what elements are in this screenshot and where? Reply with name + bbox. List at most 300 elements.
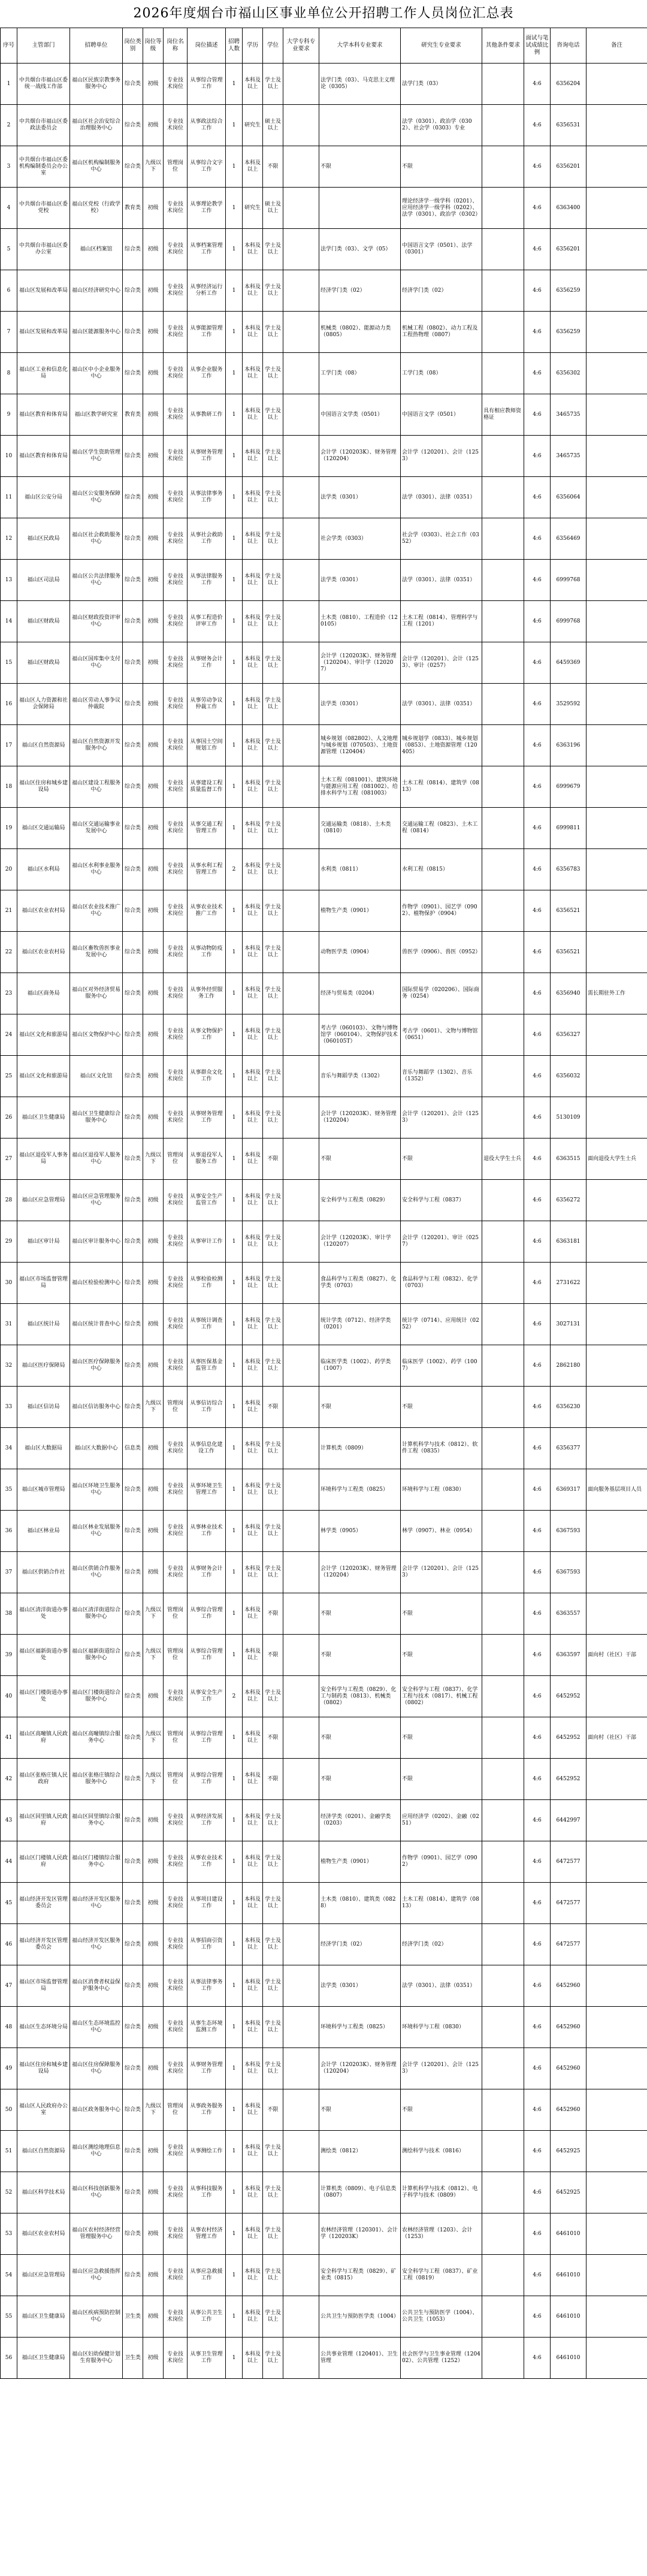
cell-col-description: 从事社会救助工作 xyxy=(188,518,226,560)
cell-col-college-major xyxy=(283,436,319,477)
cell-col-score-ratio: 4:6 xyxy=(524,394,551,436)
cell-col-score-ratio: 4:6 xyxy=(524,1883,551,1924)
cell-col-position: 专业技术岗位 xyxy=(164,1883,188,1924)
cell-col-bachelor-major: 临床医学类（1002）、药学类（1007） xyxy=(319,1345,401,1387)
cell-col-description: 从事政法综合工作 xyxy=(188,105,226,146)
cell-col-bachelor-major: 法学类（0301） xyxy=(319,1965,401,2007)
cell-col-bachelor-major: 考古学（060103）、文物与博物馆学（060104）、文物保护技术（060105T） xyxy=(319,1014,401,1056)
cell-col-remarks xyxy=(586,560,647,601)
cell-col-college-major xyxy=(283,766,319,808)
cell-col-degree: 学士及以上 xyxy=(263,890,283,932)
cell-col-remarks xyxy=(586,394,647,436)
cell-col-position: 专业技术岗位 xyxy=(164,1924,188,1965)
cell-col-description: 从事环境卫生管理工作 xyxy=(188,1469,226,1511)
cell-col-education: 研究生 xyxy=(243,188,263,229)
cell-col-remarks: 面向村（社区）干部 xyxy=(586,1717,647,1759)
cell-col-description: 从事综合管理工作 xyxy=(188,1717,226,1759)
cell-col-category: 综合类 xyxy=(123,1593,143,1635)
cell-col-score-ratio: 4:6 xyxy=(524,1014,551,1056)
cell-col-count: 1 xyxy=(226,312,243,353)
cell-col-department: 福山区工业和信息化局 xyxy=(17,353,70,394)
cell-col-department: 福山区回里镇人民政府 xyxy=(17,1800,70,1841)
cell-col-graduate-major: 会计学（120201）、会计（1253） xyxy=(401,1097,482,1138)
cell-col-graduate-major: 环境科学与工程（0830） xyxy=(401,2007,482,2048)
cell-col-remarks xyxy=(586,1387,647,1428)
cell-col-score-ratio: 4:6 xyxy=(524,1676,551,1717)
table-row xyxy=(1,2089,647,2131)
cell-col-degree: 学士及以上 xyxy=(263,1883,283,1924)
cell-col-other-requirements xyxy=(482,1304,524,1345)
cell-col-other-requirements xyxy=(482,1014,524,1056)
cell-col-score-ratio: 4:6 xyxy=(524,229,551,270)
table-row xyxy=(1,146,647,188)
cell-col-department: 福山区民政局 xyxy=(17,518,70,560)
cell-col-description: 从事理论教学工作 xyxy=(188,188,226,229)
cell-col-department: 福山区教育和体育局 xyxy=(17,436,70,477)
table-row xyxy=(1,270,647,312)
cell-col-bachelor-major: 统计学类（0712）、经济学类（0201） xyxy=(319,1304,401,1345)
cell-col-other-requirements xyxy=(482,1469,524,1511)
cell-col-education: 本科及以上 xyxy=(243,932,263,973)
cell-col-bachelor-major: 法学类（0301） xyxy=(319,560,401,601)
cell-col-remarks xyxy=(586,1511,647,1552)
cell-col-unit: 福山区检验检测中心 xyxy=(70,1263,123,1304)
cell-col-category: 综合类 xyxy=(123,1511,143,1552)
cell-col-department: 中共烟台市福山区委政法委员会 xyxy=(17,105,70,146)
cell-col-position: 专业技术岗位 xyxy=(164,766,188,808)
cell-col-graduate-major: 法学（0301）、政治学（0302）、社会学（0303）专业 xyxy=(401,105,482,146)
cell-col-degree: 学士及以上 xyxy=(263,601,283,642)
cell-col-score-ratio: 4:6 xyxy=(524,105,551,146)
cell-col-score-ratio: 4:6 xyxy=(524,1469,551,1511)
cell-col-education: 本科及以上 xyxy=(243,1014,263,1056)
cell-col-degree: 不限 xyxy=(263,1387,283,1428)
cell-col-index: 9 xyxy=(1,394,17,436)
cell-col-count: 1 xyxy=(226,1593,243,1635)
cell-col-phone: 6367593 xyxy=(551,1552,586,1593)
cell-col-other-requirements xyxy=(482,1800,524,1841)
cell-col-department: 福山区农业农村局 xyxy=(17,2213,70,2255)
cell-col-remarks xyxy=(586,105,647,146)
cell-col-department: 福山区自然资源局 xyxy=(17,725,70,766)
cell-col-graduate-major: 不限 xyxy=(401,1593,482,1635)
cell-col-degree: 学士及以上 xyxy=(263,1552,283,1593)
table-row xyxy=(1,1428,647,1469)
cell-col-remarks xyxy=(586,684,647,725)
cell-col-score-ratio: 4:6 xyxy=(524,64,551,105)
cell-col-department: 福山区高疃镇人民政府 xyxy=(17,1717,70,1759)
cell-col-index: 4 xyxy=(1,188,17,229)
cell-col-other-requirements xyxy=(482,2338,524,2379)
cell-col-description: 从事信息化建设工作 xyxy=(188,1428,226,1469)
cell-col-count: 1 xyxy=(226,229,243,270)
cell-col-degree: 不限 xyxy=(263,1759,283,1800)
cell-col-unit: 福山区农村经济经营管理服务中心 xyxy=(70,2213,123,2255)
cell-col-score-ratio: 4:6 xyxy=(524,270,551,312)
cell-col-college-major xyxy=(283,1593,319,1635)
cell-col-bachelor-major: 环境科学与工程类（0825） xyxy=(319,2007,401,2048)
cell-col-unit: 福山区经济研究中心 xyxy=(70,270,123,312)
cell-col-score-ratio: 4:6 xyxy=(524,1387,551,1428)
cell-col-count: 1 xyxy=(226,1014,243,1056)
cell-col-index: 2 xyxy=(1,105,17,146)
cell-col-phone: 5130109 xyxy=(551,1097,586,1138)
cell-col-other-requirements xyxy=(482,973,524,1014)
cell-col-education: 本科及以上 xyxy=(243,1759,263,1800)
table-row xyxy=(1,1221,647,1263)
cell-col-position: 专业技术岗位 xyxy=(164,642,188,684)
cell-col-count: 1 xyxy=(226,1883,243,1924)
cell-col-degree: 不限 xyxy=(263,146,283,188)
cell-col-bachelor-major: 不限 xyxy=(319,1759,401,1800)
cell-col-unit: 福山区公安服务保障中心 xyxy=(70,477,123,518)
header-col-other-requirements: 其他条件要求 xyxy=(482,28,524,64)
cell-col-position: 专业技术岗位 xyxy=(164,1800,188,1841)
cell-col-phone: 6363196 xyxy=(551,725,586,766)
cell-col-graduate-major: 应用经济学（0202）、金融（0251） xyxy=(401,1800,482,1841)
cell-col-other-requirements: 具有相应教师资格证 xyxy=(482,394,524,436)
cell-col-description: 从事综合管理工作 xyxy=(188,1593,226,1635)
cell-col-count: 1 xyxy=(226,2296,243,2338)
cell-col-education: 本科及以上 xyxy=(243,2338,263,2379)
cell-col-remarks xyxy=(586,312,647,353)
cell-col-score-ratio: 4:6 xyxy=(524,2213,551,2255)
cell-col-phone: 6356259 xyxy=(551,270,586,312)
cell-col-phone: 6461010 xyxy=(551,2338,586,2379)
cell-col-unit: 福山区教学研究室 xyxy=(70,394,123,436)
cell-col-education: 本科及以上 xyxy=(243,229,263,270)
cell-col-other-requirements: 退役大学生士兵 xyxy=(482,1138,524,1180)
cell-col-description: 从事工程造价评审工作 xyxy=(188,601,226,642)
cell-col-position: 专业技术岗位 xyxy=(164,436,188,477)
cell-col-count: 1 xyxy=(226,146,243,188)
cell-col-education: 本科及以上 xyxy=(243,270,263,312)
cell-col-description: 从事文物保护工作 xyxy=(188,1014,226,1056)
cell-col-graduate-major: 会计学（120201）、审计（0257） xyxy=(401,1221,482,1263)
cell-col-department: 福山区科学技术局 xyxy=(17,2172,70,2213)
cell-col-count: 1 xyxy=(226,2131,243,2172)
cell-col-unit: 福山区水利事业服务中心 xyxy=(70,849,123,890)
table-row xyxy=(1,684,647,725)
cell-col-unit: 福山区清洋街道综合服务中心 xyxy=(70,1593,123,1635)
cell-col-department: 福山区自然资源局 xyxy=(17,2131,70,2172)
cell-col-department: 福山区应急管理局 xyxy=(17,2255,70,2296)
cell-col-education: 本科及以上 xyxy=(243,1304,263,1345)
cell-col-education: 本科及以上 xyxy=(243,477,263,518)
cell-col-graduate-major: 食品科学与工程（0832）、化学（0703） xyxy=(401,1263,482,1304)
cell-col-college-major xyxy=(283,477,319,518)
cell-col-education: 本科及以上 xyxy=(243,2007,263,2048)
cell-col-education: 本科及以上 xyxy=(243,1387,263,1428)
table-row xyxy=(1,1387,647,1428)
cell-col-remarks: 需长期驻外工作 xyxy=(586,973,647,1014)
table-row xyxy=(1,2131,647,2172)
cell-col-description: 从事检验检测工作 xyxy=(188,1263,226,1304)
cell-col-phone: 6356259 xyxy=(551,312,586,353)
cell-col-description: 从事建设工程质量监督工作 xyxy=(188,766,226,808)
cell-col-degree: 学士及以上 xyxy=(263,1965,283,2007)
cell-col-category: 综合类 xyxy=(123,477,143,518)
cell-col-level: 初级 xyxy=(143,601,164,642)
cell-col-phone: 6472577 xyxy=(551,1924,586,1965)
table-row xyxy=(1,1345,647,1387)
cell-col-remarks xyxy=(586,2131,647,2172)
cell-col-remarks xyxy=(586,436,647,477)
cell-col-unit: 福山区信访服务中心 xyxy=(70,1387,123,1428)
cell-col-level: 初级 xyxy=(143,2048,164,2089)
cell-col-category: 综合类 xyxy=(123,1717,143,1759)
table-row xyxy=(1,353,647,394)
cell-col-department: 福山区福新街道办事处 xyxy=(17,1635,70,1676)
cell-col-education: 本科及以上 xyxy=(243,1221,263,1263)
cell-col-category: 卫生类 xyxy=(123,2296,143,2338)
cell-col-count: 1 xyxy=(226,1263,243,1304)
cell-col-position: 专业技术岗位 xyxy=(164,849,188,890)
cell-col-graduate-major: 作物学（0901）、园艺学（0902）、植物保护（0904） xyxy=(401,890,482,932)
cell-col-education: 本科及以上 xyxy=(243,64,263,105)
cell-col-position: 专业技术岗位 xyxy=(164,973,188,1014)
cell-col-score-ratio: 4:6 xyxy=(524,1965,551,2007)
table-row xyxy=(1,1841,647,1883)
cell-col-other-requirements xyxy=(482,684,524,725)
cell-col-college-major xyxy=(283,808,319,849)
cell-col-department: 福山区卫生健康局 xyxy=(17,2296,70,2338)
cell-col-unit: 福山区对外经济贸易服务中心 xyxy=(70,973,123,1014)
cell-col-degree: 学士及以上 xyxy=(263,270,283,312)
cell-col-score-ratio: 4:6 xyxy=(524,2131,551,2172)
cell-col-category: 综合类 xyxy=(123,2213,143,2255)
cell-col-college-major xyxy=(283,188,319,229)
cell-col-phone: 6363400 xyxy=(551,188,586,229)
cell-col-remarks xyxy=(586,766,647,808)
cell-col-college-major xyxy=(283,725,319,766)
cell-col-unit: 福山区民族宗教事务服务中心 xyxy=(70,64,123,105)
cell-col-phone: 6472577 xyxy=(551,1841,586,1883)
cell-col-graduate-major: 考古学（0601）、文物与博物馆（0651） xyxy=(401,1014,482,1056)
cell-col-bachelor-major: 不限 xyxy=(319,1717,401,1759)
cell-col-remarks xyxy=(586,1841,647,1883)
cell-col-index: 38 xyxy=(1,1593,17,1635)
cell-col-degree: 学士及以上 xyxy=(263,560,283,601)
cell-col-count: 1 xyxy=(226,2007,243,2048)
cell-col-phone: 6369317 xyxy=(551,1469,586,1511)
cell-col-degree: 学士及以上 xyxy=(263,1800,283,1841)
cell-col-description: 从事安全生产监管工作 xyxy=(188,1180,226,1221)
cell-col-count: 1 xyxy=(226,725,243,766)
cell-col-level: 初级 xyxy=(143,642,164,684)
cell-col-remarks xyxy=(586,1759,647,1800)
cell-col-other-requirements xyxy=(482,1511,524,1552)
cell-col-description: 从事农业技术工作 xyxy=(188,1841,226,1883)
table-row xyxy=(1,1469,647,1511)
cell-col-graduate-major: 经济学门类（02） xyxy=(401,270,482,312)
table-row xyxy=(1,849,647,890)
cell-col-score-ratio: 4:6 xyxy=(524,601,551,642)
cell-col-index: 32 xyxy=(1,1345,17,1387)
cell-col-index: 22 xyxy=(1,932,17,973)
cell-col-phone: 3465735 xyxy=(551,436,586,477)
cell-col-college-major xyxy=(283,1014,319,1056)
cell-col-description: 从事经济运行分析工作 xyxy=(188,270,226,312)
cell-col-position: 专业技术岗位 xyxy=(164,1841,188,1883)
cell-col-index: 40 xyxy=(1,1676,17,1717)
cell-col-degree: 学士及以上 xyxy=(263,1469,283,1511)
cell-col-degree: 学士及以上 xyxy=(263,684,283,725)
cell-col-college-major xyxy=(283,1924,319,1965)
cell-col-graduate-major: 不限 xyxy=(401,1635,482,1676)
cell-col-education: 本科及以上 xyxy=(243,1097,263,1138)
cell-col-bachelor-major: 不限 xyxy=(319,1593,401,1635)
cell-col-education: 本科及以上 xyxy=(243,2172,263,2213)
cell-col-college-major xyxy=(283,1635,319,1676)
cell-col-bachelor-major: 水利类（0811） xyxy=(319,849,401,890)
table-row xyxy=(1,725,647,766)
cell-col-position: 专业技术岗位 xyxy=(164,725,188,766)
cell-col-category: 综合类 xyxy=(123,64,143,105)
cell-col-phone: 6442997 xyxy=(551,1800,586,1841)
cell-col-category: 综合类 xyxy=(123,1097,143,1138)
cell-col-unit: 福山区政务服务中心 xyxy=(70,2089,123,2131)
cell-col-remarks xyxy=(586,1552,647,1593)
cell-col-category: 综合类 xyxy=(123,1387,143,1428)
cell-col-category: 综合类 xyxy=(123,684,143,725)
cell-col-level: 初级 xyxy=(143,229,164,270)
cell-col-other-requirements xyxy=(482,808,524,849)
cell-col-unit: 福山区供销合作服务中心 xyxy=(70,1552,123,1593)
cell-col-description: 从事安全生产工作 xyxy=(188,1676,226,1717)
cell-col-score-ratio: 4:6 xyxy=(524,1304,551,1345)
cell-col-other-requirements xyxy=(482,1883,524,1924)
cell-col-score-ratio: 4:6 xyxy=(524,2048,551,2089)
cell-col-count: 1 xyxy=(226,105,243,146)
cell-col-degree: 不限 xyxy=(263,2089,283,2131)
cell-col-score-ratio: 4:6 xyxy=(524,642,551,684)
cell-col-college-major xyxy=(283,2213,319,2255)
cell-col-department: 福山区城市管理局 xyxy=(17,1469,70,1511)
cell-col-phone: 6452960 xyxy=(551,2089,586,2131)
cell-col-level: 初级 xyxy=(143,1676,164,1717)
cell-col-description: 从事经济发展工作 xyxy=(188,1800,226,1841)
cell-col-degree: 不限 xyxy=(263,1635,283,1676)
cell-col-unit: 福山区环境卫生服务中心 xyxy=(70,1469,123,1511)
cell-col-level: 初级 xyxy=(143,2296,164,2338)
cell-col-graduate-major: 社会医学与卫生事业管理（120402）、公共管理（1252） xyxy=(401,2338,482,2379)
table-body xyxy=(1,64,647,2379)
cell-col-position: 管理岗位 xyxy=(164,146,188,188)
cell-col-unit: 福山区妇幼保健计划生育服务中心 xyxy=(70,2338,123,2379)
cell-col-bachelor-major: 工学门类（08） xyxy=(319,353,401,394)
table-row xyxy=(1,1511,647,1552)
cell-col-college-major xyxy=(283,1138,319,1180)
cell-col-position: 专业技术岗位 xyxy=(164,312,188,353)
cell-col-level: 初级 xyxy=(143,394,164,436)
cell-col-index: 36 xyxy=(1,1511,17,1552)
cell-col-college-major xyxy=(283,2131,319,2172)
cell-col-description: 从事教研工作 xyxy=(188,394,226,436)
cell-col-degree: 学士及以上 xyxy=(263,229,283,270)
cell-col-phone: 6356064 xyxy=(551,477,586,518)
header-col-education: 学历 xyxy=(243,28,263,64)
cell-col-other-requirements xyxy=(482,2296,524,2338)
cell-col-degree: 不限 xyxy=(263,1717,283,1759)
cell-col-count: 1 xyxy=(226,1965,243,2007)
cell-col-department: 福山区审计局 xyxy=(17,1221,70,1263)
cell-col-count: 1 xyxy=(226,890,243,932)
cell-col-index: 17 xyxy=(1,725,17,766)
cell-col-unit: 福山区疾病预防控制中心 xyxy=(70,2296,123,2338)
cell-col-category: 综合类 xyxy=(123,146,143,188)
cell-col-score-ratio: 4:6 xyxy=(524,146,551,188)
cell-col-count: 1 xyxy=(226,808,243,849)
cell-col-degree: 学士及以上 xyxy=(263,1676,283,1717)
cell-col-position: 管理岗位 xyxy=(164,2089,188,2131)
cell-col-index: 11 xyxy=(1,477,17,518)
cell-col-description: 从事综合管理工作 xyxy=(188,1759,226,1800)
cell-col-degree: 学士及以上 xyxy=(263,725,283,766)
cell-col-education: 本科及以上 xyxy=(243,1924,263,1965)
cell-col-degree: 学士及以上 xyxy=(263,1263,283,1304)
cell-col-graduate-major: 临床医学（1002）、药学（1007） xyxy=(401,1345,482,1387)
cell-col-description: 从事测绘工作 xyxy=(188,2131,226,2172)
cell-col-college-major xyxy=(283,1345,319,1387)
cell-col-position: 专业技术岗位 xyxy=(164,2172,188,2213)
cell-col-level: 初级 xyxy=(143,849,164,890)
cell-col-education: 本科及以上 xyxy=(243,2213,263,2255)
cell-col-bachelor-major: 会计学（120203K）、财务管理（120204） xyxy=(319,436,401,477)
cell-col-unit: 福山区文物保护中心 xyxy=(70,1014,123,1056)
cell-col-position: 专业技术岗位 xyxy=(164,2296,188,2338)
cell-col-position: 专业技术岗位 xyxy=(164,105,188,146)
cell-col-category: 综合类 xyxy=(123,1883,143,1924)
cell-col-other-requirements xyxy=(482,436,524,477)
cell-col-level: 初级 xyxy=(143,1097,164,1138)
cell-col-count: 1 xyxy=(226,2048,243,2089)
cell-col-level: 九级以下 xyxy=(143,1635,164,1676)
cell-col-bachelor-major: 动物医学类（0904） xyxy=(319,932,401,973)
cell-col-position: 专业技术岗位 xyxy=(164,353,188,394)
cell-col-education: 本科及以上 xyxy=(243,1635,263,1676)
cell-col-index: 28 xyxy=(1,1180,17,1221)
cell-col-college-major xyxy=(283,1180,319,1221)
cell-col-score-ratio: 4:6 xyxy=(524,1345,551,1387)
cell-col-remarks xyxy=(586,1056,647,1097)
cell-col-bachelor-major: 安全科学与工程类（0829）、化工与制药类（0813）、机械类（0802） xyxy=(319,1676,401,1717)
cell-col-graduate-major: 不限 xyxy=(401,2089,482,2131)
cell-col-department: 福山区司法局 xyxy=(17,560,70,601)
cell-col-level: 九级以下 xyxy=(143,1138,164,1180)
cell-col-college-major xyxy=(283,684,319,725)
header-col-description: 岗位描述 xyxy=(188,28,226,64)
cell-col-index: 24 xyxy=(1,1014,17,1056)
cell-col-category: 综合类 xyxy=(123,849,143,890)
cell-col-college-major xyxy=(283,1387,319,1428)
cell-col-degree: 学士及以上 xyxy=(263,1097,283,1138)
cell-col-score-ratio: 4:6 xyxy=(524,1221,551,1263)
cell-col-count: 1 xyxy=(226,1180,243,1221)
cell-col-other-requirements xyxy=(482,1593,524,1635)
cell-col-remarks xyxy=(586,725,647,766)
cell-col-graduate-major: 不限 xyxy=(401,1138,482,1180)
cell-col-degree: 学士及以上 xyxy=(263,1841,283,1883)
cell-col-other-requirements xyxy=(482,1965,524,2007)
cell-col-bachelor-major: 经济学门类（02） xyxy=(319,270,401,312)
cell-col-position: 管理岗位 xyxy=(164,1759,188,1800)
table-row xyxy=(1,2338,647,2379)
cell-col-graduate-major: 会计学（120201）、会计（1253） xyxy=(401,2048,482,2089)
cell-col-department: 福山区门楼街道办事处 xyxy=(17,1676,70,1717)
cell-col-category: 综合类 xyxy=(123,1056,143,1097)
cell-col-college-major xyxy=(283,2172,319,2213)
